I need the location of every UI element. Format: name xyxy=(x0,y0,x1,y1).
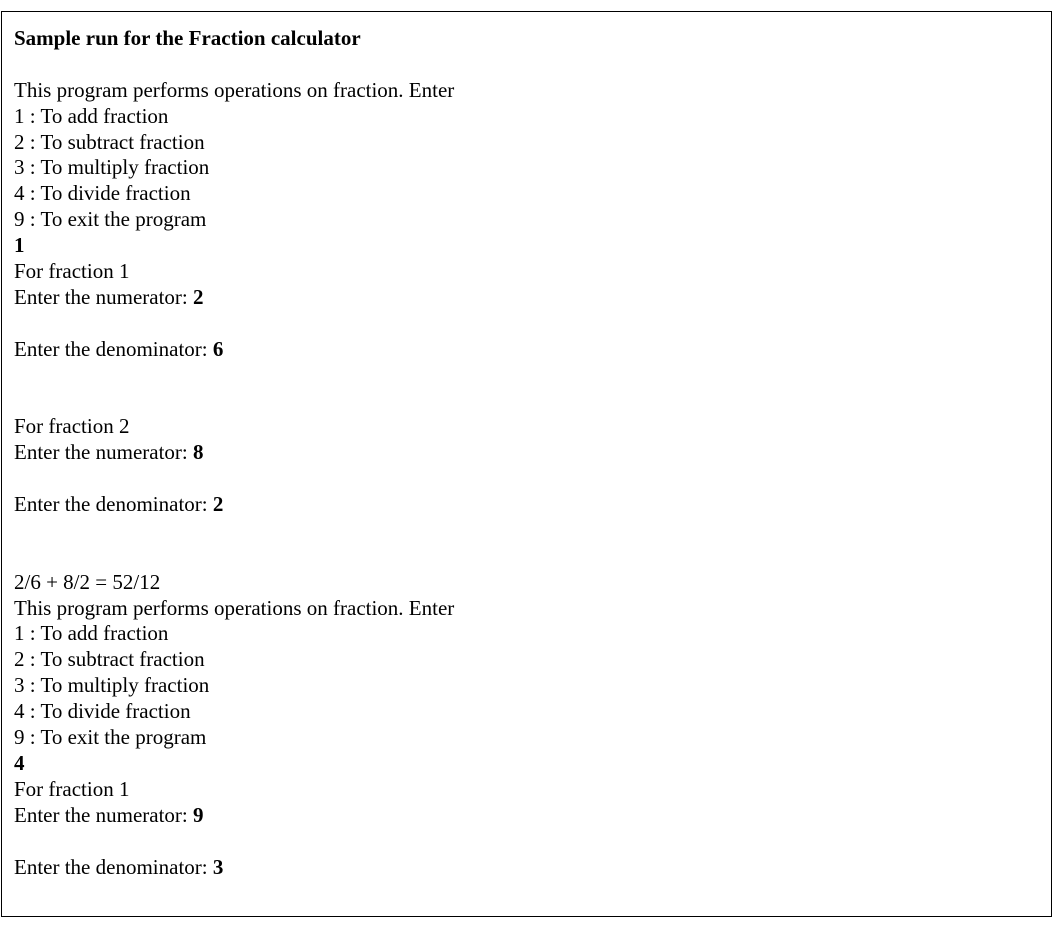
transcript-line xyxy=(14,803,1044,829)
transcript-line xyxy=(14,207,1044,233)
transcript-line xyxy=(14,104,1044,130)
transcript-line xyxy=(14,596,1044,622)
transcript-line xyxy=(14,466,1044,492)
output-text: 9 : To exit the program xyxy=(14,207,207,232)
transcript-line xyxy=(14,570,1044,596)
output-text: 3 : To multiply fraction xyxy=(14,155,210,180)
transcript-line xyxy=(14,181,1044,207)
transcript-line xyxy=(14,518,1044,544)
output-text: For fraction 1 xyxy=(14,776,130,801)
output-text: 2/6 + 8/2 = 52/12 xyxy=(14,569,161,594)
user-input: 3 xyxy=(212,854,224,879)
transcript-line xyxy=(14,699,1044,725)
output-text: 2 : To subtract fraction xyxy=(14,129,205,154)
output-text: For fraction 2 xyxy=(14,414,130,439)
transcript-line xyxy=(14,829,1044,855)
user-input: 9 xyxy=(193,802,204,827)
output-text: 3 : To multiply fraction xyxy=(14,673,210,698)
transcript-line xyxy=(14,155,1044,181)
transcript-line xyxy=(14,259,1044,285)
transcript-line xyxy=(14,363,1044,389)
transcript-line xyxy=(14,440,1044,466)
output-text: For fraction 1 xyxy=(14,259,130,284)
transcript-line xyxy=(14,130,1044,156)
user-input: 2 xyxy=(212,492,224,517)
transcript-line xyxy=(14,337,1044,363)
output-text: This program performs operations on fraction. Enter xyxy=(14,77,455,102)
user-input: 8 xyxy=(193,440,204,465)
output-text: 2 : To subtract fraction xyxy=(14,647,205,672)
output-text: 9 : To exit the program xyxy=(14,725,207,750)
transcript-line xyxy=(14,777,1044,803)
transcript-line xyxy=(14,311,1044,337)
output-text: 4 : To divide fraction xyxy=(14,699,191,724)
output-text: Enter the numerator: xyxy=(14,284,194,309)
output-text: 4 : To divide fraction xyxy=(14,181,191,206)
sample-run-title: Sample run for the Fraction calculator xyxy=(14,26,361,50)
user-input: 1 xyxy=(14,233,25,258)
output-text: Enter the denominator: xyxy=(14,854,213,879)
sample-run-content xyxy=(14,26,1044,880)
transcript-line xyxy=(14,78,1044,104)
sample-run-box xyxy=(1,11,1052,917)
transcript-line xyxy=(14,751,1044,777)
output-text: Enter the numerator: xyxy=(14,802,194,827)
user-input: 2 xyxy=(193,284,204,309)
transcript-line xyxy=(14,492,1044,518)
output-text: Enter the numerator: xyxy=(14,440,194,465)
transcript-line xyxy=(14,52,1044,78)
transcript-line xyxy=(14,725,1044,751)
transcript-line xyxy=(14,414,1044,440)
transcript-line xyxy=(14,647,1044,673)
output-text: Enter the denominator: xyxy=(14,492,213,517)
transcript-line xyxy=(14,233,1044,259)
transcript-line xyxy=(14,673,1044,699)
user-input: 4 xyxy=(14,750,25,775)
transcript-line xyxy=(14,388,1044,414)
user-input: 6 xyxy=(212,336,224,361)
transcript-line xyxy=(14,621,1044,647)
output-text: Enter the denominator: xyxy=(14,336,213,361)
transcript-line xyxy=(14,285,1044,311)
output-text: This program performs operations on fraction. Enter xyxy=(14,595,455,620)
output-text: 1 : To add fraction xyxy=(14,621,169,646)
output-text: 1 : To add fraction xyxy=(14,103,169,128)
transcript-line xyxy=(14,544,1044,570)
console-transcript xyxy=(14,52,1044,881)
transcript-line xyxy=(14,855,1044,881)
